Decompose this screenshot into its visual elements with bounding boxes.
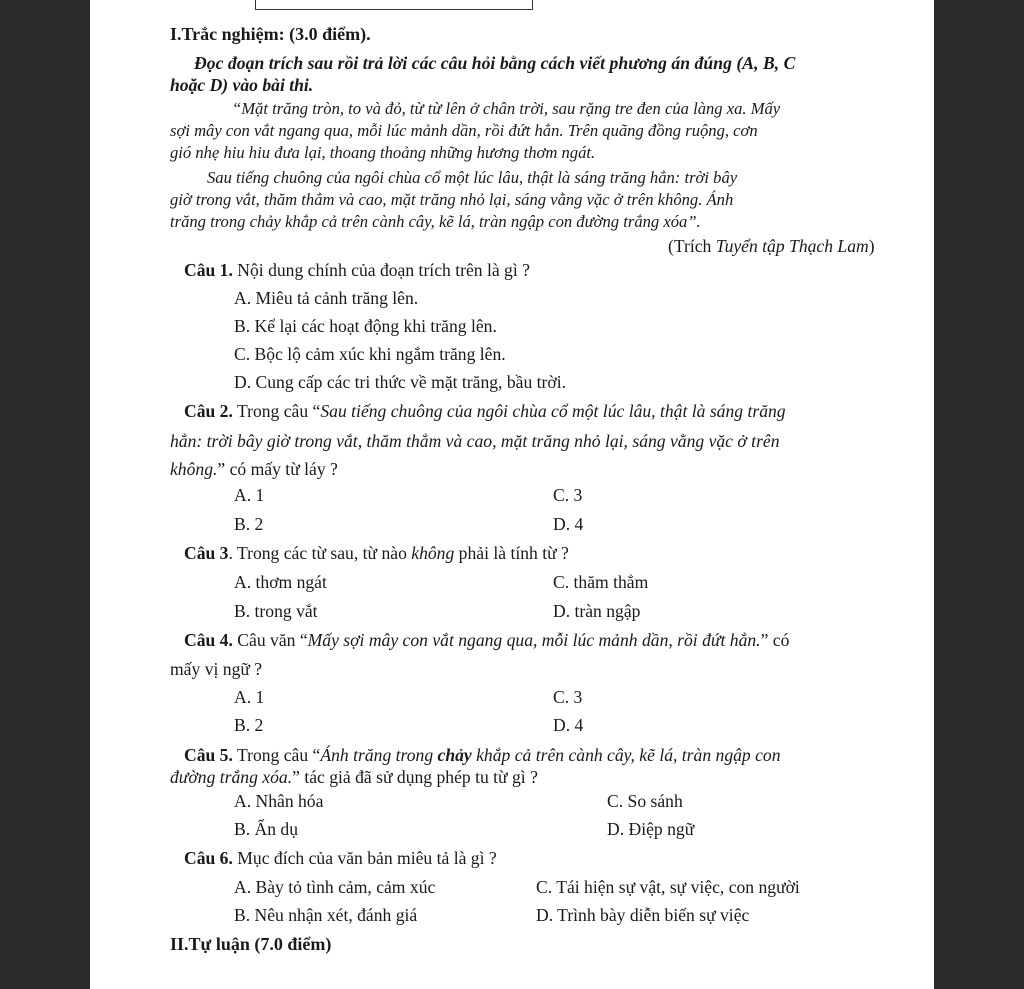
question-4-line-2: mấy vị ngữ ? [170, 659, 263, 679]
q1-option-b[interactable]: B. Kể lại các hoạt động khi trăng lên. [234, 316, 497, 336]
q1-option-a[interactable]: A. Miêu tả cảnh trăng lên. [234, 288, 419, 308]
q5-option-a[interactable]: A. Nhân hóa [234, 791, 324, 811]
q4-option-c[interactable]: C. 3 [553, 687, 583, 707]
q1-option-c[interactable]: C. Bộc lộ cảm xúc khi ngắm trăng lên. [234, 344, 506, 364]
question-2-line-2: hẳn: trời bây giờ trong vắt, thăm thẳm và cao, mặt trăng nhỏ lại, sáng vằng vặc ở trên [170, 431, 780, 451]
q2-option-d[interactable]: D. 4 [553, 514, 584, 534]
instruction-line-1: Đọc đoạn trích sau rồi trả lời các câu hỏi bằng cách viết phương án đúng (A, B, C [194, 53, 796, 73]
section-2-title: II.Tự luận (7.0 điểm) [170, 934, 332, 954]
question-5-line-2: đường trắng xóa.” tác giả đã sử dụng phép tu từ gì ? [170, 767, 538, 787]
instruction-line-2: hoặc D) vào bài thi. [170, 75, 314, 95]
q6-option-d[interactable]: D. Trình bày diễn biến sự việc [536, 905, 750, 925]
question-1: Câu 1. Nội dung chính của đoạn trích trên là gì ? [184, 260, 530, 280]
document-page [90, 0, 934, 989]
q4-option-d[interactable]: D. 4 [553, 715, 584, 735]
q6-option-b[interactable]: B. Nêu nhận xét, đánh giá [234, 905, 418, 925]
question-6: Câu 6. Mục đích của văn bản miêu tả là gì ? [184, 848, 497, 868]
question-5: Câu 5. Trong câu “Ánh trăng trong chảy khắp cả trên cành cây, kẽ lá, tràn ngập con [184, 745, 781, 765]
q3-option-a[interactable]: A. thơm ngát [234, 572, 327, 592]
passage-line: sợi mây con vắt ngang qua, mỗi lúc mảnh dần, rồi đứt hẳn. Trên quãng đồng ruộng, cơn [170, 121, 758, 140]
section-1-title: I.Trắc nghiệm: (3.0 điểm). [170, 24, 371, 44]
q6-option-a[interactable]: A. Bày tỏ tình cảm, cảm xúc [234, 877, 436, 897]
passage-line: trăng trong chảy khắp cả trên cành cây, kẽ lá, tràn ngập con đường trắng xóa”. [170, 212, 701, 231]
passage-line: giờ trong vắt, thăm thẳm và cao, mặt trăng nhỏ lại, sáng vằng vặc ở trên không. Ánh [170, 190, 734, 209]
question-2-line-3: không.” có mấy từ láy ? [170, 459, 338, 479]
q5-option-d[interactable]: D. Điệp ngữ [607, 819, 695, 839]
q6-option-c[interactable]: C. Tái hiện sự vật, sự việc, con người [536, 877, 800, 897]
q2-option-b[interactable]: B. 2 [234, 514, 264, 534]
passage-line: Sau tiếng chuông của ngôi chùa cổ một lúc lâu, thật là sáng trăng hẳn: trời bây [207, 168, 738, 187]
q5-option-c[interactable]: C. So sánh [607, 791, 683, 811]
q4-option-b[interactable]: B. 2 [234, 715, 264, 735]
q4-option-a[interactable]: A. 1 [234, 687, 265, 707]
q5-option-b[interactable]: B. Ẩn dụ [234, 819, 299, 839]
q3-option-d[interactable]: D. tràn ngập [553, 601, 641, 621]
question-2: Câu 2. Trong câu “Sau tiếng chuông của ngôi chùa cổ một lúc lâu, thật là sáng trăng [184, 401, 786, 421]
q3-option-b[interactable]: B. trong vắt [234, 601, 318, 621]
passage-line: “Mặt trăng tròn, to và đỏ, từ từ lên ở chân trời, sau rặng tre đen của làng xa. Mấy [232, 99, 781, 118]
q2-option-c[interactable]: C. 3 [553, 485, 583, 505]
question-4: Câu 4. Câu văn “Mấy sợi mây con vắt ngang qua, mỗi lúc mảnh dần, rồi đứt hẳn.” có [184, 630, 790, 650]
passage-source: (Trích Tuyển tập Thạch Lam) [668, 236, 875, 256]
q3-option-c[interactable]: C. thăm thẳm [553, 572, 649, 592]
question-3: Câu 3. Trong các từ sau, từ nào không phải là tính từ ? [184, 543, 569, 563]
q1-option-d[interactable]: D. Cung cấp các tri thức về mặt trăng, bầu trời. [234, 372, 566, 392]
header-box [255, 0, 533, 10]
q2-option-a[interactable]: A. 1 [234, 485, 265, 505]
passage-line: gió nhẹ hiu hiu đưa lại, thoang thoảng những hương thơm ngát. [170, 143, 596, 162]
